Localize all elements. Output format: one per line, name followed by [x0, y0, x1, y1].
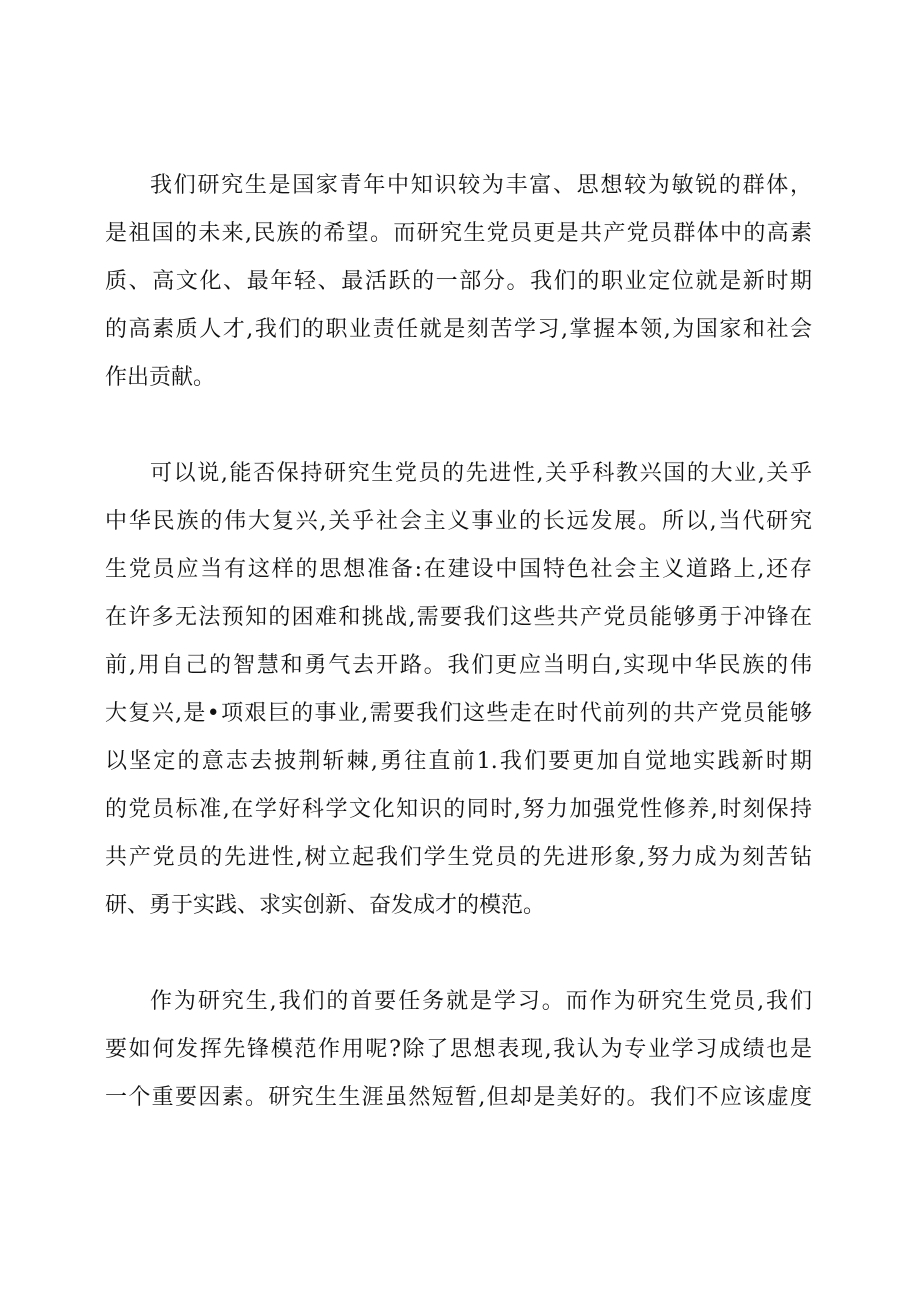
text-line: 的高素质人才,我们的职业责任就是刻苦学习,掌握本领,为国家和社会 [105, 317, 812, 342]
paragraph-2 [105, 450, 812, 930]
text-line: 在许多无法预知的困难和挑战,需要我们这些共产党员能够勇于冲锋在 [105, 605, 812, 630]
text-line: 前,用自己的智慧和勇气去开路。我们更应当明白,实现中华民族的伟 [105, 653, 812, 678]
text-line: 以坚定的意志去披荆斩棘,勇往直前1.我们要更加自觉地实践新时期 [105, 749, 812, 774]
text-line: 我们研究生是国家青年中知识较为丰富、思想较为敏锐的群体， [150, 173, 812, 198]
paragraph-1 [105, 162, 812, 402]
text-line: 共产党员的先进性,树立起我们学生党员的先进形象,努力成为刻苦钻 [105, 845, 812, 870]
text-line: 是祖国的未来,民族的希望。而研究生党员更是共产党员群体中的高素 [105, 221, 812, 246]
document-body [105, 162, 812, 1170]
text-line: 生党员应当有这样的思想准备:在建设中国特色社会主义道路上,还存 [105, 557, 812, 582]
text-line: 的党员标准,在学好科学文化知识的同时,努力加强党性修养,时刻保持 [105, 797, 812, 822]
paragraph-3 [105, 978, 812, 1122]
text-line: 要如何发挥先锋模范作用呢?除了思想表现,我认为专业学习成绩也是 [105, 1037, 812, 1062]
text-line: 作出贡献。 [105, 365, 216, 390]
text-line: 中华民族的伟大复兴,关乎社会主义事业的长远发展。所以,当代研究 [105, 509, 812, 534]
text-line: 质、高文化、最年轻、最活跃的一部分。我们的职业定位就是新时期 [105, 269, 812, 294]
text-line: 可以说,能否保持研究生党员的先进性,关乎科教兴国的大业,关乎 [150, 461, 812, 486]
text-line: 一个重要因素。研究生生涯虽然短暂,但却是美好的。我们不应该虚度 [105, 1085, 812, 1110]
text-line: 研、勇于实践、求实创新、奋发成才的模范。 [105, 893, 546, 918]
text-line: 作为研究生,我们的首要任务就是学习。而作为研究生党员,我们 [150, 989, 812, 1014]
text-line: 大复兴,是•项艰巨的事业,需要我们这些走在时代前列的共产党员能够 [105, 701, 812, 726]
